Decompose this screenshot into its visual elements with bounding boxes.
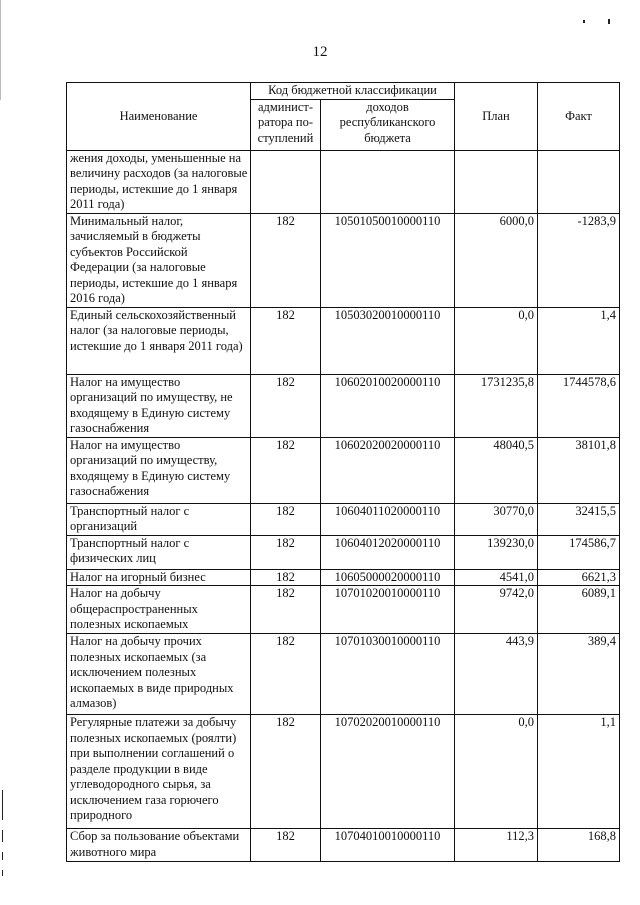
cell-plan — [455, 150, 538, 213]
cell-fact: 1,4 — [538, 307, 620, 374]
table-row — [67, 535, 620, 569]
cell-fact: 174586,7 — [538, 535, 620, 569]
cell-code: 10701030010000110 — [321, 634, 455, 715]
scan-mark — [583, 20, 585, 23]
cell-plan: 1731235,8 — [455, 374, 538, 437]
cell-code: 10704010010000110 — [321, 829, 455, 862]
cell-name: Минимальный налог, зачисляемый в бюджеты субъектов Российской Федерации (за налоговые периоды, истекшие до 1 января 2016 года) — [67, 213, 251, 307]
cell-fact: -1283,9 — [538, 213, 620, 307]
cell-plan: 48040,5 — [455, 437, 538, 503]
cell-plan: 9742,0 — [455, 586, 538, 634]
table-row — [67, 569, 620, 586]
cell-code: 10602020020000110 — [321, 437, 455, 503]
cell-code — [321, 150, 455, 213]
cell-admin: 182 — [251, 503, 321, 535]
table-row — [67, 437, 620, 503]
table-row — [67, 715, 620, 829]
cell-name: Налог на игорный бизнес — [67, 569, 251, 586]
table-row — [67, 829, 620, 862]
table-row — [67, 503, 620, 535]
header-budget-code-group: Код бюджетной классификации — [251, 83, 455, 100]
cell-code: 10701020010000110 — [321, 586, 455, 634]
cell-plan: 6000,0 — [455, 213, 538, 307]
scan-mark — [2, 830, 3, 842]
cell-code: 10602010020000110 — [321, 374, 455, 437]
cell-admin: 182 — [251, 829, 321, 862]
header-admin: админист-ратора по-ступлений — [251, 99, 321, 150]
cell-code: 10604011020000110 — [321, 503, 455, 535]
cell-code: 10503020010000110 — [321, 307, 455, 374]
cell-code: 10501050010000110 — [321, 213, 455, 307]
cell-name: Налог на добычу прочих полезных ископаемых (за исключением полезных ископаемых в виде природных алмазов) — [67, 634, 251, 715]
cell-admin: 182 — [251, 586, 321, 634]
cell-fact: 1,1 — [538, 715, 620, 829]
table-row — [67, 150, 620, 213]
header-fact: Факт — [538, 83, 620, 151]
cell-code: 10702020010000110 — [321, 715, 455, 829]
cell-name: Транспортный налог с физических лиц — [67, 535, 251, 569]
cell-admin: 182 — [251, 634, 321, 715]
cell-admin: 182 — [251, 437, 321, 503]
scan-mark — [2, 870, 3, 876]
cell-plan: 30770,0 — [455, 503, 538, 535]
header-revenue: доходов республиканского бюджета — [321, 99, 455, 150]
cell-fact — [538, 150, 620, 213]
budget-table — [66, 82, 620, 862]
cell-admin: 182 — [251, 307, 321, 374]
cell-fact: 6621,3 — [538, 569, 620, 586]
cell-plan: 139230,0 — [455, 535, 538, 569]
cell-fact: 6089,1 — [538, 586, 620, 634]
cell-fact: 389,4 — [538, 634, 620, 715]
cell-admin: 182 — [251, 374, 321, 437]
cell-plan: 0,0 — [455, 715, 538, 829]
cell-code: 10604012020000110 — [321, 535, 455, 569]
cell-admin: 182 — [251, 569, 321, 586]
cell-name: Единый сельскохозяйственный налог (за налоговые периоды, истекшие до 1 января 2011 года) — [67, 307, 251, 374]
cell-fact: 1744578,6 — [538, 374, 620, 437]
table-row — [67, 634, 620, 715]
cell-fact: 38101,8 — [538, 437, 620, 503]
cell-admin: 182 — [251, 535, 321, 569]
scan-mark — [2, 852, 3, 860]
header-name: Наименование — [67, 83, 251, 151]
table-row — [67, 213, 620, 307]
cell-name: Налог на добычу общераспространенных полезных ископаемых — [67, 586, 251, 634]
page-number: 12 — [312, 44, 328, 60]
cell-fact: 168,8 — [538, 829, 620, 862]
header-plan: План — [455, 83, 538, 151]
scan-mark — [2, 790, 3, 820]
table-row — [67, 374, 620, 437]
cell-name: Налог на имущество организаций по имуществу, входящему в Единую систему газоснабжения — [67, 437, 251, 503]
cell-name: Сбор за пользование объектами животного мира — [67, 829, 251, 862]
cell-name: Транспортный налог с организаций — [67, 503, 251, 535]
table-row — [67, 307, 620, 374]
cell-admin: 182 — [251, 715, 321, 829]
cell-name: жения доходы, уменьшенные на величину расходов (за налоговые периоды, истекшие до 1 января 2011 года) — [67, 150, 251, 213]
scan-mark — [0, 0, 1, 100]
cell-plan: 112,3 — [455, 829, 538, 862]
scan-mark — [608, 19, 610, 24]
table-row — [67, 586, 620, 634]
cell-name: Налог на имущество организаций по имуществу, не входящему в Единую систему газоснабжения — [67, 374, 251, 437]
cell-plan: 0,0 — [455, 307, 538, 374]
cell-plan: 443,9 — [455, 634, 538, 715]
cell-admin — [251, 150, 321, 213]
cell-admin: 182 — [251, 213, 321, 307]
cell-fact: 32415,5 — [538, 503, 620, 535]
cell-plan: 4541,0 — [455, 569, 538, 586]
cell-name: Регулярные платежи за добычу полезных ископаемых (роялти) при выполнении соглашений о разделе продукции в виде углеводородного сырья, за исключением газа горючего природного — [67, 715, 251, 829]
cell-code: 10605000020000110 — [321, 569, 455, 586]
